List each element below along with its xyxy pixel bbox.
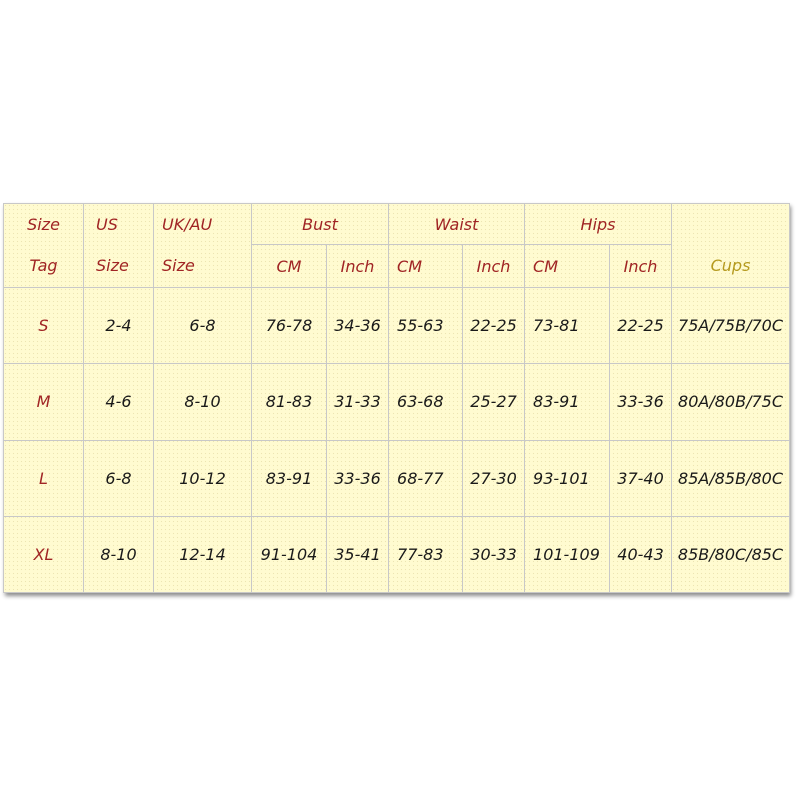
waist-cm-header: CM — [389, 245, 463, 288]
hips-cm-cell: 101-109 — [525, 516, 610, 592]
hips-inch-cell: 40-43 — [610, 516, 672, 592]
size-tag-cell: L — [4, 440, 84, 516]
waist-inch-cell: 30-33 — [463, 516, 525, 592]
uk-au-size-cell: 10-12 — [154, 440, 252, 516]
waist-inch-cell: 22-25 — [463, 288, 525, 364]
hips-inch-header: Inch — [610, 245, 672, 288]
table-row — [4, 440, 790, 516]
us-size-cell: 2-4 — [84, 288, 154, 364]
bust-header: Bust — [252, 204, 389, 245]
waist-header: Waist — [389, 204, 525, 245]
uk-au-size-cell: 6-8 — [154, 288, 252, 364]
size-tag-cell: S — [4, 288, 84, 364]
cups-cell: 80A/80B/75C — [672, 364, 790, 440]
hips-cm-cell: 73-81 — [525, 288, 610, 364]
uk-au-header-line2: Size — [154, 245, 252, 288]
bust-inch-cell: 33-36 — [327, 440, 389, 516]
uk-au-header-line1: UK/AU — [154, 204, 252, 245]
waist-cm-cell: 77-83 — [389, 516, 463, 592]
bust-cm-cell: 91-104 — [252, 516, 327, 592]
waist-inch-cell: 27-30 — [463, 440, 525, 516]
table-row — [4, 516, 790, 592]
waist-inch-header: Inch — [463, 245, 525, 288]
cups-header: Cups — [672, 204, 790, 288]
bust-cm-cell: 76-78 — [252, 288, 327, 364]
us-size-cell: 8-10 — [84, 516, 154, 592]
hips-inch-cell: 37-40 — [610, 440, 672, 516]
bust-inch-cell: 35-41 — [327, 516, 389, 592]
waist-inch-cell: 25-27 — [463, 364, 525, 440]
header-row-1 — [4, 204, 790, 245]
hips-cm-cell: 93-101 — [525, 440, 610, 516]
us-size-cell: 6-8 — [84, 440, 154, 516]
uk-au-size-cell: 12-14 — [154, 516, 252, 592]
bust-inch-header: Inch — [327, 245, 389, 288]
waist-cm-cell: 63-68 — [389, 364, 463, 440]
waist-cm-cell: 68-77 — [389, 440, 463, 516]
table-row — [4, 364, 790, 440]
waist-cm-cell: 55-63 — [389, 288, 463, 364]
hips-inch-cell: 33-36 — [610, 364, 672, 440]
uk-au-size-cell: 8-10 — [154, 364, 252, 440]
bust-inch-cell: 34-36 — [327, 288, 389, 364]
hips-cm-cell: 83-91 — [525, 364, 610, 440]
size-chart — [3, 203, 789, 593]
size-tag-cell: XL — [4, 516, 84, 592]
cups-cell: 85A/85B/80C — [672, 440, 790, 516]
cups-cell: 85B/80C/85C — [672, 516, 790, 592]
us-header-line1: US — [84, 204, 154, 245]
bust-inch-cell: 31-33 — [327, 364, 389, 440]
cups-cell: 75A/75B/70C — [672, 288, 790, 364]
hips-header: Hips — [525, 204, 672, 245]
size-tag-header-line1: Size — [4, 204, 84, 245]
bust-cm-header: CM — [252, 245, 327, 288]
us-size-cell: 4-6 — [84, 364, 154, 440]
size-tag-cell: M — [4, 364, 84, 440]
bust-cm-cell: 83-91 — [252, 440, 327, 516]
size-table — [3, 203, 790, 593]
size-tag-header-line2: Tag — [4, 245, 84, 288]
us-header-line2: Size — [84, 245, 154, 288]
bust-cm-cell: 81-83 — [252, 364, 327, 440]
hips-cm-header: CM — [525, 245, 610, 288]
table-row — [4, 288, 790, 364]
hips-inch-cell: 22-25 — [610, 288, 672, 364]
